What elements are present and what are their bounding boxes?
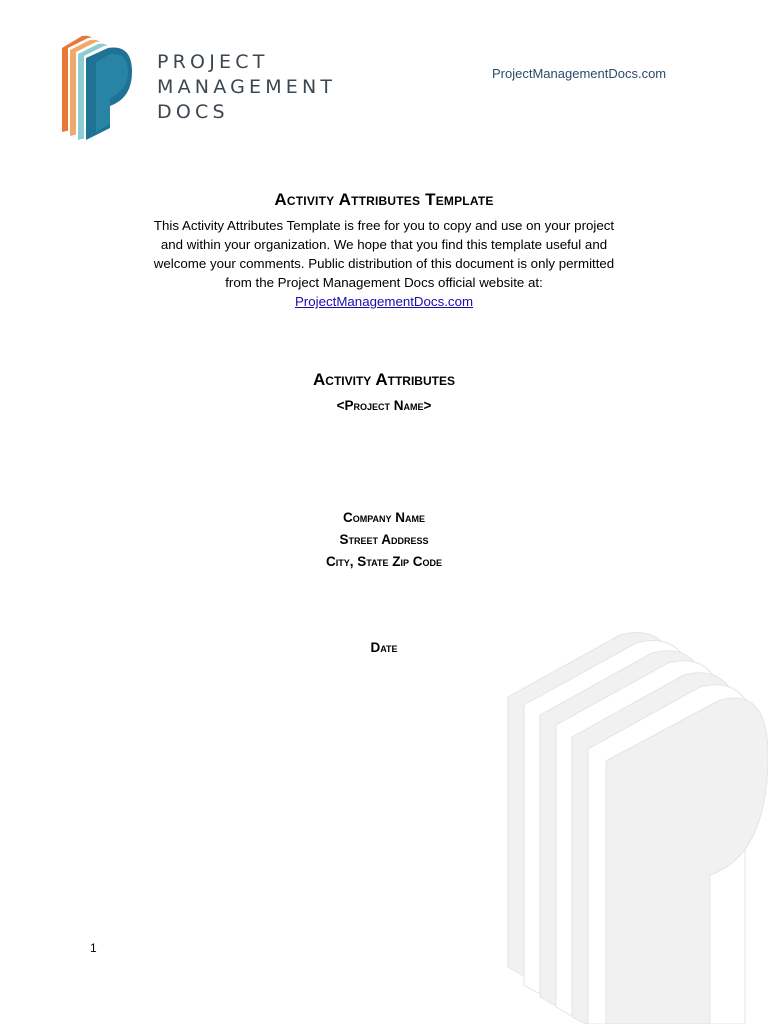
logo-line-1: PROJECT: [157, 51, 269, 73]
template-title: Activity Attributes Template: [274, 190, 494, 209]
intro-line-3: welcome your comments. Public distribution of this document is only permitted: [153, 256, 615, 271]
page-number: 1: [90, 941, 97, 955]
intro-line-4: from the Project Management Docs official website at:: [225, 275, 543, 290]
company-address-block: [0, 507, 768, 573]
document-title: Activity Attributes: [313, 370, 455, 389]
intro-website-link[interactable]: ProjectManagementDocs.com: [294, 294, 474, 309]
intro-line-2: and within your organization. We hope that you find this template useful and: [160, 237, 608, 252]
intro-line-1: This Activity Attributes Template is free for you to copy and use on your project: [153, 218, 615, 233]
document-date: Date: [370, 640, 398, 655]
intro-paragraph: [0, 216, 768, 311]
street-address: Street Address: [339, 532, 429, 547]
logo-line-2: MANAGEMENT: [157, 76, 337, 98]
city-state-zip: City, State Zip Code: [326, 554, 442, 569]
logo-line-3: DOCS: [157, 101, 229, 123]
project-name: <Project Name>: [336, 398, 432, 413]
header-website-link[interactable]: ProjectManagementDocs.com: [492, 66, 667, 81]
company-name: Company Name: [342, 510, 426, 525]
watermark-logo-icon: [500, 625, 768, 1024]
project-management-docs-logo-icon: [58, 32, 138, 144]
logo-wordmark: [157, 50, 336, 125]
